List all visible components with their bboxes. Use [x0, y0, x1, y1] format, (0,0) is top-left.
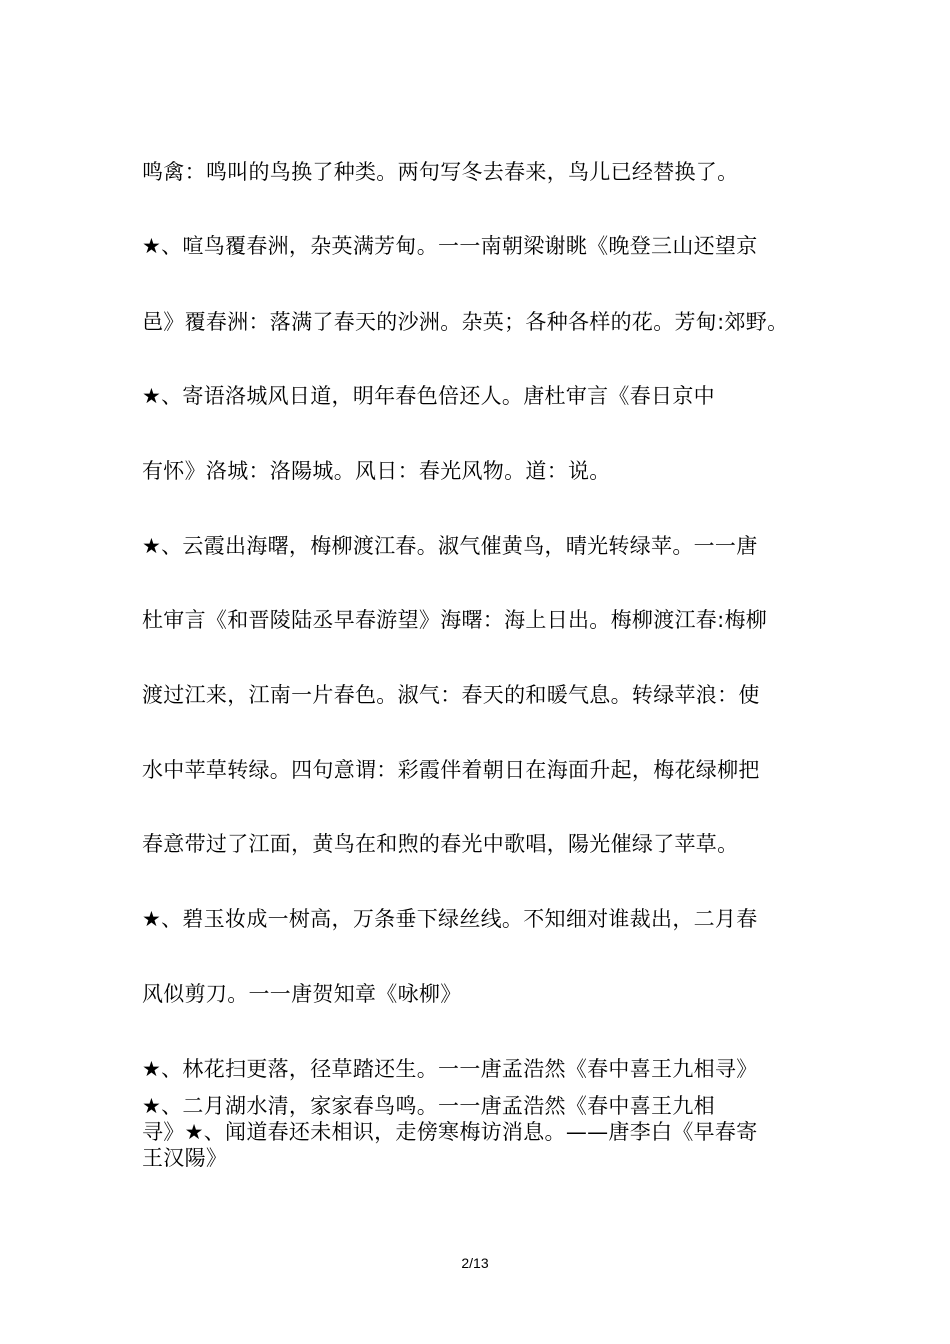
text-line: ★、林花扫更落，径草踏还生。一一唐孟浩然《春中喜王九相寻》	[142, 1057, 758, 1081]
text-line: 寻》★、闻道春还未相识，走傍寒梅访消息。——唐李白《早春寄	[142, 1120, 758, 1144]
text-line: 邑》覆春洲：落满了春天的沙洲。杂英；各种各样的花。芳甸:郊野。	[142, 310, 789, 334]
text-line: ★、二月湖水清，家家春鸟鸣。一一唐孟浩然《春中喜王九相	[142, 1094, 715, 1118]
text-line: 杜审言《和晋陵陆丞早春游望》海曙：海上日出。梅柳渡江春:梅柳	[142, 608, 768, 632]
text-line: ★、云霞出海曙，梅柳渡江春。淑气催黄鸟，晴光转绿苹。一一唐	[142, 534, 758, 558]
text-line: 鸣禽：鸣叫的鸟换了种类。两句写冬去春来，鸟儿已经替换了。	[142, 160, 739, 184]
page-number: 2/13	[461, 1255, 489, 1271]
text-line: ★、喧鸟覆春洲，杂英满芳甸。一一南朝梁谢眺《晚登三山还望京	[142, 234, 758, 258]
text-line: 春意带过了江面，黄鸟在和煦的春光中歌唱，陽光催绿了苹草。	[142, 832, 739, 856]
text-line: 风似剪刀。一一唐贺知章《咏柳》	[142, 982, 462, 1006]
text-line: 渡过江来，江南一片春色。淑气：春天的和暖气息。转绿苹浪：使	[142, 683, 760, 707]
text-line: 水中苹草转绿。四句意谓：彩霞伴着朝日在海面升起，梅花绿柳把	[142, 758, 760, 782]
text-line: ★、寄语洛城风日道，明年春色倍还人。唐杜审言《春日京中	[142, 384, 715, 408]
text-line: 王汉陽》	[142, 1146, 228, 1170]
text-line: 有怀》洛城：洛陽城。风日：春光风物。道：说。	[142, 459, 611, 483]
text-line: ★、碧玉妆成一树高，万条垂下绿丝线。不知细对谁裁出，二月春	[142, 907, 758, 931]
